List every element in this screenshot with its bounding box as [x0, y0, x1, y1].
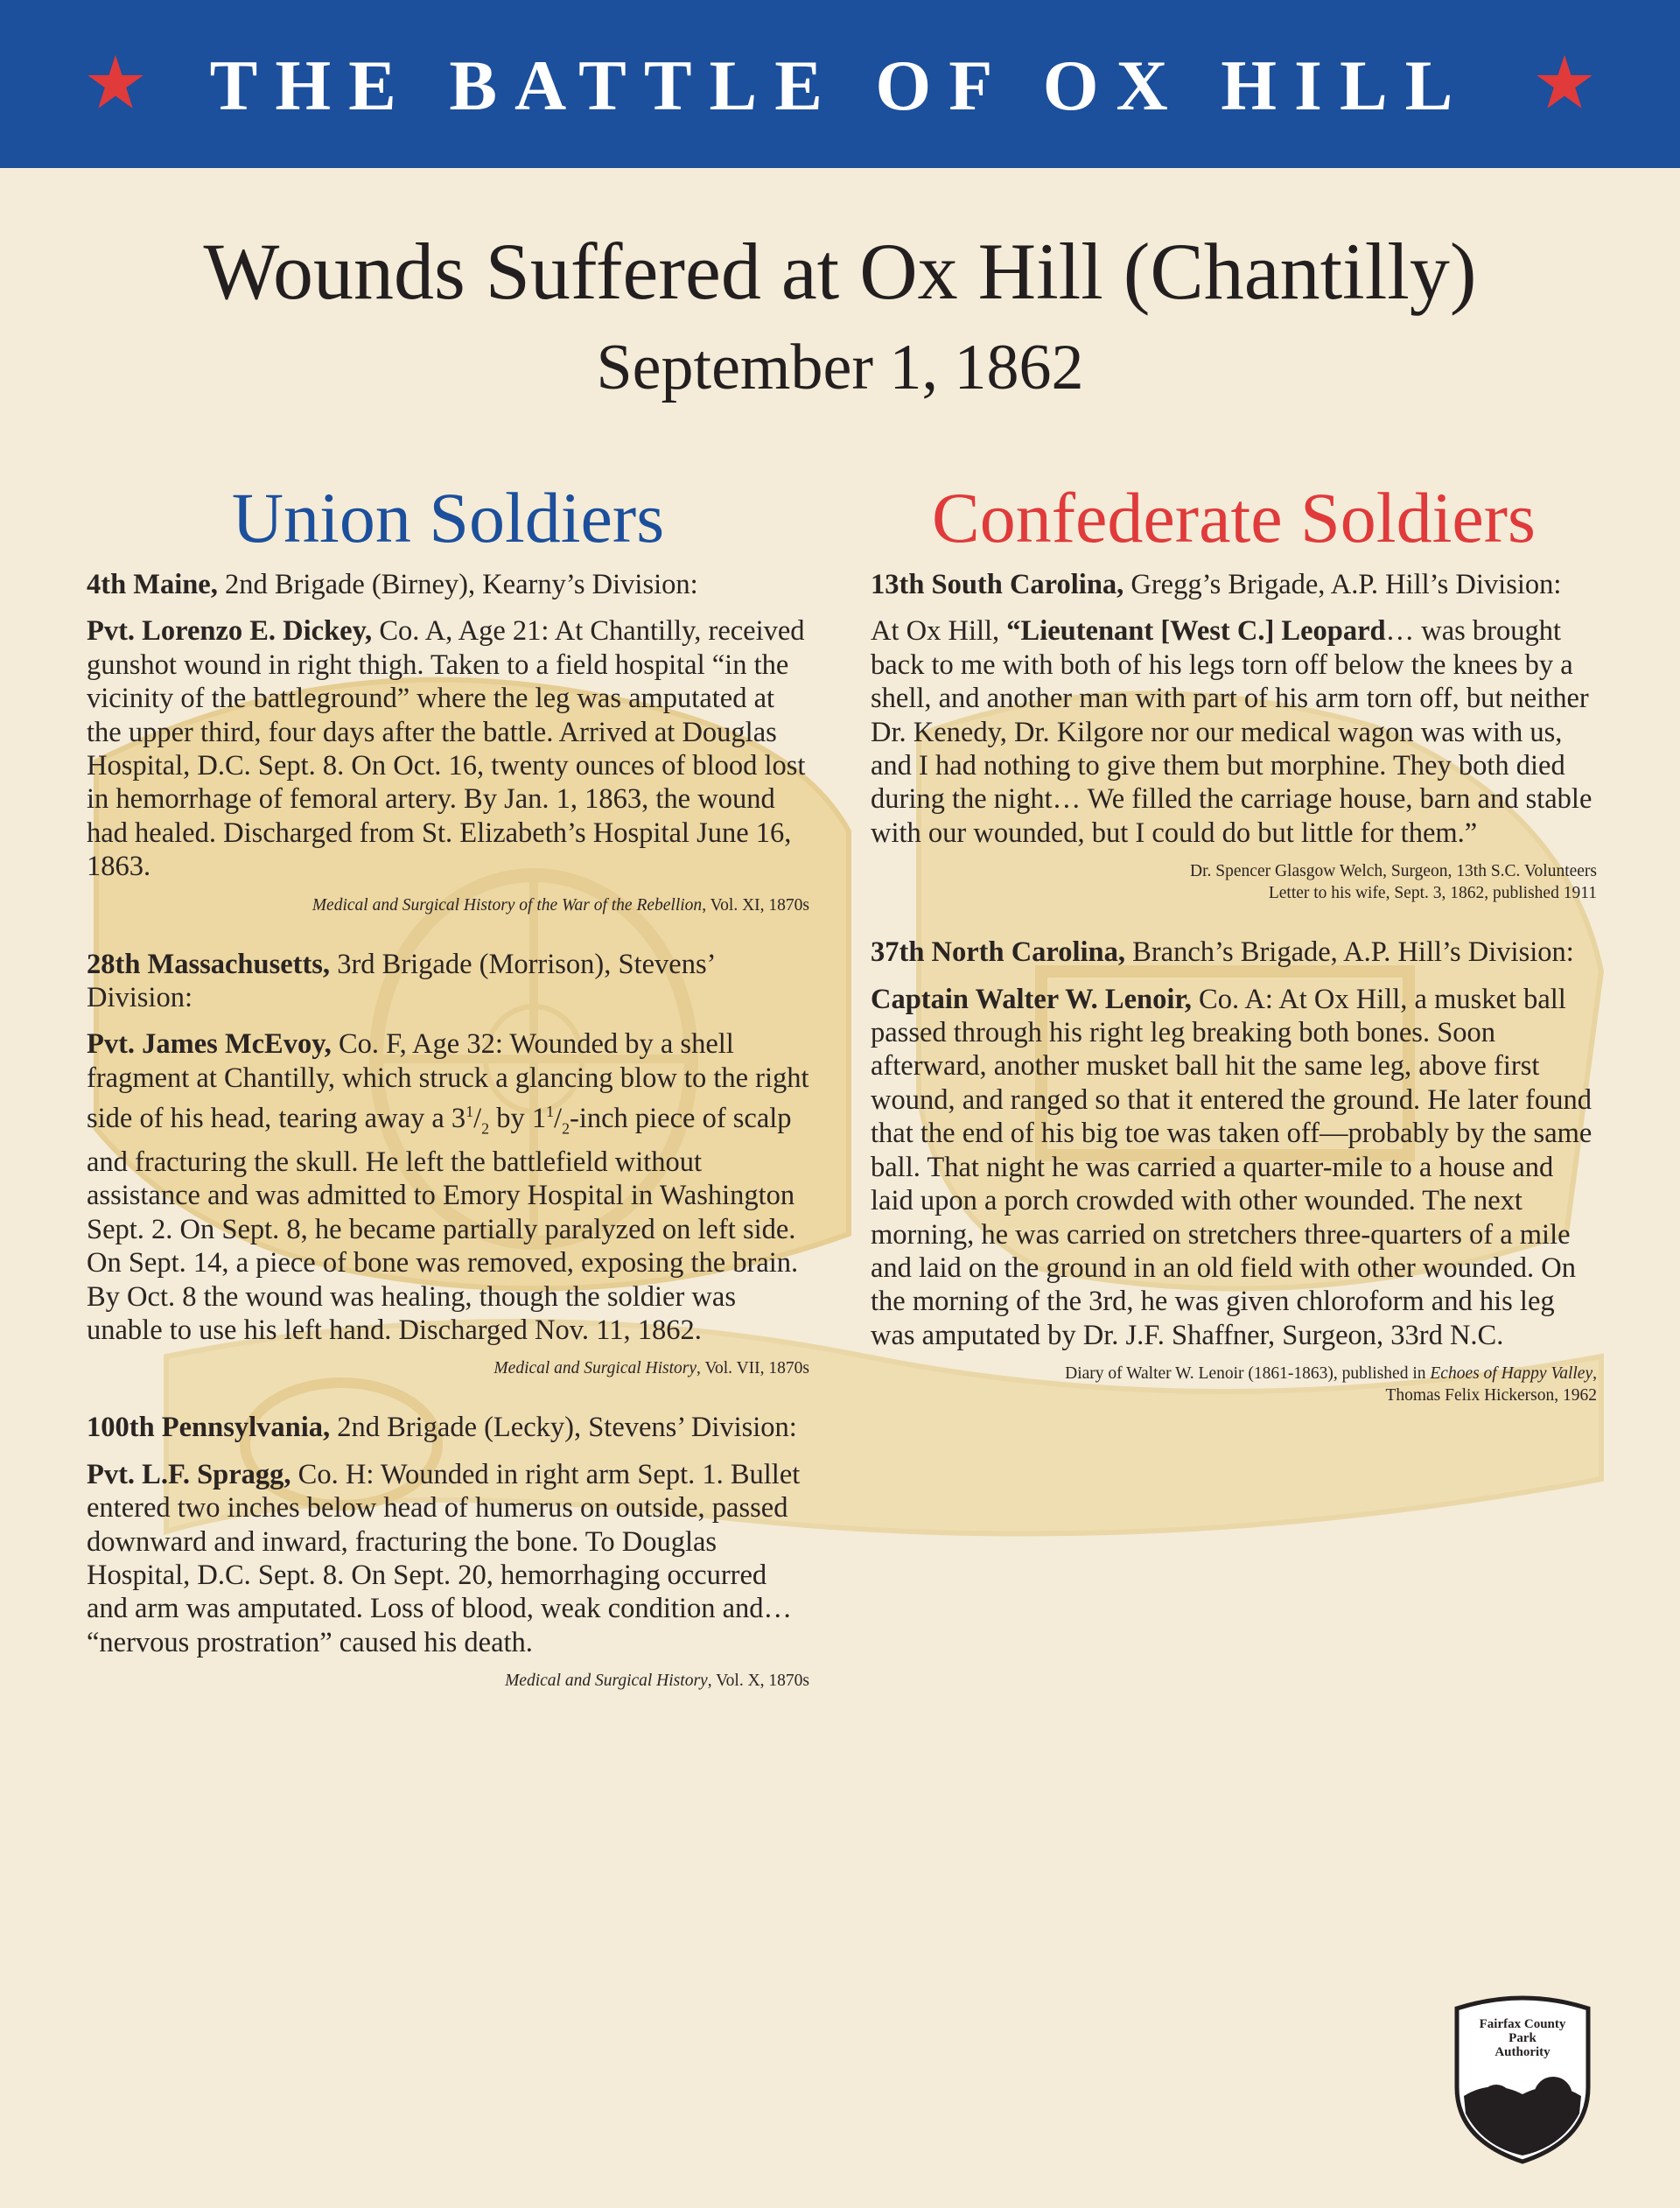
account-text: Co. A: At Ox Hill, a musket ball passed through his right leg breaking both bones. Soon afterward, another musket ball hit the same leg, above first wound, and ranged so that it entered the ground. He later found that the end of his big toe was taken off—probably by the same ball. That night he was carried a quarter-mile to a house and laid upon a porch crowded with other wounded. The next morning, he was carried on stretchers three-quarters of a mile and laid on the ground in an old field with other wounded. On the morning of the 3rd, he was given chloroform and his leg was amputated by Dr. J.F. Shaffner, Surgeon, 33rd N.C.	[871, 983, 1592, 1351]
unit-name: 100th Pennsylvania,	[87, 1412, 331, 1444]
citation-detail: , Vol. XI, 1870s	[702, 895, 809, 915]
logo-line: Authority	[1494, 2045, 1550, 2059]
account-text: … was brought back to me with both of his legs torn off below the knees by a shell, and another man with part of his arm torn off, but neither Dr. Kenedy, Dr. Kilgore nor our medical wagon was with us, and I had nothing to give them but morphine. They both died during the night… We filled the carriage house, barn and stable with our wounded, but I could do but little for them.”	[871, 615, 1592, 849]
citation-detail: Diary of Walter W. Lenoir (1861-1863), published in	[1065, 1364, 1431, 1384]
star-icon	[86, 53, 145, 112]
soldier-account: Pvt. James McEvoy, Co. F, Age 32: Wounded by a shell fragment at Chantilly, which struck a glancing blow to the right side of his head, tearing away a $3^1/_2$ by $1^1/_2$-inch piece of scalp and fracturing the skull. He left the battlefield without assistance and was admitted to Emory Hospital in Washington Sept. 2. On Sept. 8, he became partially paralyzed on left side. On Sept. 14, a piece of bone was removed, exposing the brain. By Oct. 8 the wound was healing, though the soldier was unable to use his left hand. Discharged Nov. 11, 1862.	[87, 1028, 809, 1347]
union-heading: Union Soldiers	[231, 478, 665, 557]
banner-title: THE BATTLE OF OX HILL	[209, 46, 1471, 125]
fraction-numerator: 1	[466, 1103, 474, 1121]
logo-text	[1448, 2017, 1597, 2059]
account-text: Co. A, Age 21: At Chantilly, received gunshot wound in right thigh. Taken to a field hospital “in the vicinity of the battleground” where the leg was amputated at the upper third, four days after the battle. Arrived at Douglas Hospital, D.C. Sept. 8. On Oct. 16, twenty ounces of blood lost in hemorrhage of femoral artery. By Jan. 1, 1863, the wound had healed. Discharged from St. Elizabeth’s Hospital June 16, 1863.	[87, 615, 806, 883]
union-entry	[87, 948, 809, 1380]
unit-line	[871, 936, 1597, 969]
citation-line: Thomas Felix Hickerson, 1962	[1385, 1386, 1597, 1405]
soldier-name: Captain Walter W. Lenoir,	[871, 983, 1192, 1015]
soldier-account	[871, 983, 1597, 1352]
citation-title: Echoes of Happy Valley	[1430, 1364, 1593, 1384]
citation-title: Medical and Surgical History	[494, 1359, 697, 1378]
union-entry	[87, 1411, 809, 1692]
citation	[871, 860, 1597, 904]
soldier-name: Pvt. James McEvoy,	[87, 1028, 332, 1061]
citation	[871, 1363, 1597, 1406]
account-text: -inch piece of scalp and fracturing the skull. He left the battlefield without assistance and was admitted to Emory Hospital in Washington Sept. 2. On Sept. 8, he became partially paralyzed on left side. On Sept. 14, a piece of bone was removed, exposing the brain. By Oct. 8 the wound was healing, though the soldier was unable to use his left hand. Discharged Nov. 11, 1862.	[87, 1103, 799, 1347]
unit-line	[871, 568, 1597, 601]
unit-detail: Branch’s Brigade, A.P. Hill’s Division:	[1132, 936, 1574, 969]
page-title: Wounds Suffered at Ox Hill (Chantilly)	[203, 227, 1477, 316]
confederate-entry	[871, 568, 1597, 904]
unit-name: 13th South Carolina,	[871, 569, 1124, 600]
unit-detail: Gregg’s Brigade, A.P. Hill’s Division:	[1130, 569, 1562, 600]
unit-detail: 2nd Brigade (Lecky), Stevens’ Division:	[337, 1412, 797, 1444]
title-banner	[0, 0, 1680, 168]
unit-detail: 2nd Brigade (Birney), Kearny’s Division:	[224, 569, 698, 600]
unit-name: 28th Massachusetts,	[87, 948, 331, 980]
logo-line: Fairfax County	[1479, 2017, 1566, 2031]
star-icon	[1535, 53, 1594, 112]
soldier-account	[871, 614, 1597, 850]
union-column	[87, 477, 809, 1723]
unit-line	[87, 948, 809, 1015]
soldier-name: “Lieutenant [West C.] Leopard	[1006, 615, 1386, 648]
page-date: September 1, 1862	[596, 332, 1084, 403]
soldier-name: Pvt. Lorenzo E. Dickey,	[87, 615, 373, 648]
citation-detail: ,	[1592, 1364, 1597, 1384]
citation-detail: , Vol. X, 1870s	[707, 1672, 809, 1691]
unit-name: 37th North Carolina,	[871, 936, 1126, 969]
citation-line: Letter to his wife, Sept. 3, 1862, published 1911	[1268, 884, 1597, 903]
unit-line	[87, 1411, 809, 1444]
citation-line: Dr. Spencer Glasgow Welch, Surgeon, 13th S.C. Volunteers	[1190, 862, 1597, 881]
union-entry	[87, 568, 809, 916]
logo-line: Park	[1508, 2031, 1536, 2045]
account-text: Co. F, Age 32: Wounded by a shell fragment at Chantilly, which struck a glancing blow to the right side of his head, tearing away a 3	[87, 1028, 809, 1135]
fairfax-county-park-authority-logo	[1448, 1991, 1597, 2166]
citation-title: Medical and Surgical History of the War of the Rebellion	[312, 895, 703, 915]
fraction-denominator: 2	[481, 1119, 490, 1138]
fraction-denominator: 2	[562, 1119, 570, 1138]
citation-title: Medical and Surgical History	[505, 1672, 708, 1691]
confederate-column	[871, 477, 1597, 1438]
unit-detail: 3rd Brigade (Morrison), Stevens’ Division:	[87, 948, 715, 1014]
soldier-account	[87, 614, 809, 883]
citation-line	[871, 1363, 1597, 1384]
account-text: by 1	[489, 1103, 547, 1135]
confederate-heading: Confederate Soldiers	[932, 478, 1536, 557]
citation	[87, 1670, 809, 1692]
citation	[87, 894, 809, 916]
unit-name: 4th Maine,	[87, 569, 218, 600]
account-intro: At Ox Hill,	[871, 615, 1007, 648]
citation-detail: , Vol. VII, 1870s	[696, 1359, 809, 1378]
fraction-numerator: 1	[546, 1103, 555, 1121]
citation	[87, 1357, 809, 1379]
soldier-name: Pvt. L.F. Spragg,	[87, 1458, 291, 1490]
soldier-account	[87, 1458, 809, 1659]
account-text: Co. H: Wounded in right arm Sept. 1. Bullet entered two inches below head of humerus on outside, passed downward and inward, fracturing the bone. To Douglas Hospital, D.C. Sept. 8. On Sept. 20, hemorrhaging occurred and arm was amputated. Loss of blood, weak condition and… “nervous prostration” caused his death.	[87, 1458, 801, 1658]
confederate-entry	[871, 936, 1597, 1406]
unit-line	[87, 568, 809, 601]
